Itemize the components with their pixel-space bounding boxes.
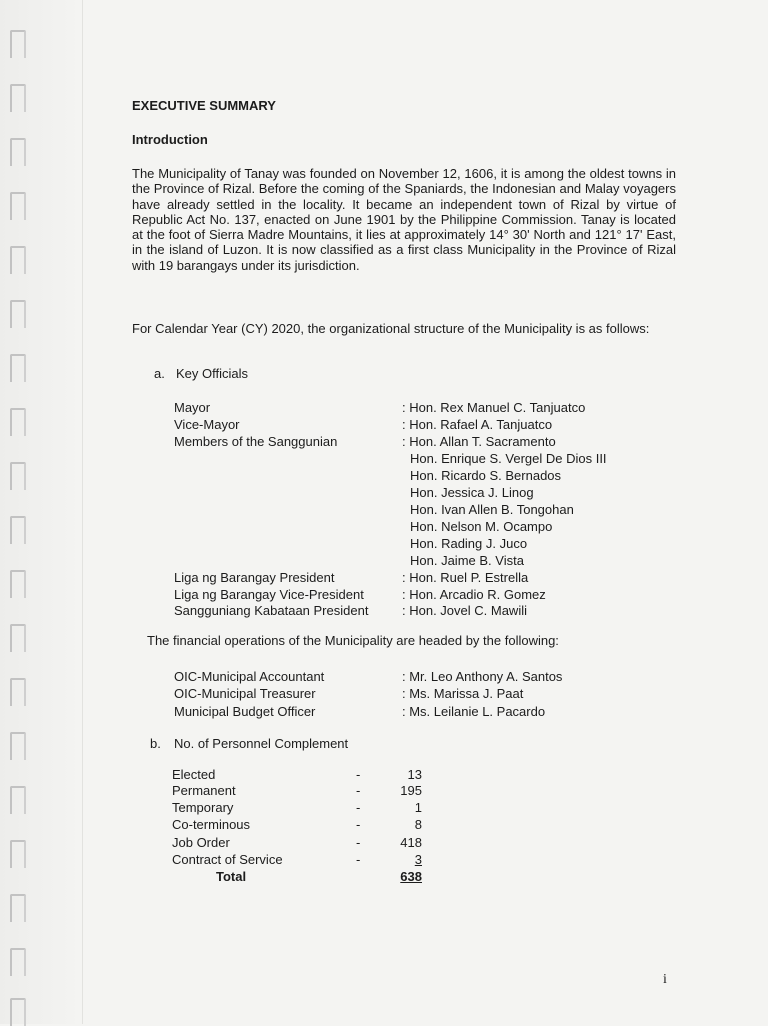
officer-role: OIC-Municipal Treasurer <box>174 686 316 701</box>
personnel-dash: - <box>356 817 361 832</box>
binding-ring <box>10 570 26 598</box>
binding-ring <box>10 300 26 328</box>
official-name: Hon. Jessica J. Linog <box>410 485 534 500</box>
binding-ring <box>10 624 26 652</box>
binding-ring <box>10 948 26 976</box>
binding-ring <box>10 84 26 112</box>
personnel-label: Elected <box>172 767 216 782</box>
official-name: Hon. Nelson M. Ocampo <box>410 519 553 534</box>
official-role: Liga ng Barangay Vice-President <box>174 587 364 602</box>
intro-heading: Introduction <box>132 132 208 147</box>
binding-ring <box>10 192 26 220</box>
personnel-label: Permanent <box>172 783 236 798</box>
official-name: Hon. Ivan Allen B. Tongohan <box>410 502 574 517</box>
personnel-count: 3 <box>414 852 422 867</box>
personnel-dash: - <box>356 767 361 782</box>
section-a-label: a. <box>154 366 165 381</box>
personnel-count: 8 <box>414 817 422 832</box>
official-name: : Hon. Ruel P. Estrella <box>402 570 529 585</box>
binding-ring <box>10 678 26 706</box>
official-role: Liga ng Barangay President <box>174 570 335 585</box>
officer-name: : Ms. Leilanie L. Pacardo <box>402 704 546 719</box>
binding-ring <box>10 998 26 1026</box>
personnel-total-count: 638 <box>400 869 422 884</box>
official-name: Hon. Jaime B. Vista <box>410 553 524 568</box>
official-role: Sangguniang Kabataan President <box>174 603 369 618</box>
official-role: Members of the Sanggunian <box>174 434 338 449</box>
spiral-binding <box>0 0 83 1024</box>
official-name: : Hon. Jovel C. Mawili <box>402 603 527 618</box>
binding-ring <box>10 408 26 436</box>
official-name: : Hon. Allan T. Sacramento <box>402 434 556 449</box>
personnel-dash: - <box>356 835 361 850</box>
official-role: Mayor <box>174 400 211 415</box>
binding-ring <box>10 732 26 760</box>
personnel-dash: - <box>356 800 361 815</box>
page-title: EXECUTIVE SUMMARY <box>132 98 276 113</box>
personnel-dash: - <box>356 852 361 867</box>
binding-ring <box>10 354 26 382</box>
officer-role: Municipal Budget Officer <box>174 704 316 719</box>
official-role: Vice-Mayor <box>174 417 240 432</box>
binding-ring <box>10 30 26 58</box>
binding-ring <box>10 138 26 166</box>
officer-name: : Ms. Marissa J. Paat <box>402 686 524 701</box>
section-a-title: Key Officials <box>176 366 249 381</box>
official-name: : Hon. Rex Manuel C. Tanjuatco <box>402 400 586 415</box>
official-name: : Hon. Rafael A. Tanjuatco <box>402 417 553 432</box>
financial-intro: The financial operations of the Municipality are headed by the following: <box>147 633 559 648</box>
page-number: i <box>663 972 667 987</box>
binding-ring <box>10 894 26 922</box>
personnel-label: Temporary <box>172 800 234 815</box>
personnel-total-label: Total <box>216 869 247 884</box>
personnel-count: 1 <box>414 800 422 815</box>
personnel-count: 418 <box>400 835 422 850</box>
officer-name: : Mr. Leo Anthony A. Santos <box>402 669 563 684</box>
personnel-dash: - <box>356 783 361 798</box>
official-name: Hon. Ricardo S. Bernados <box>410 468 562 483</box>
binding-ring <box>10 462 26 490</box>
org-paragraph: For Calendar Year (CY) 2020, the organizational structure of the Municipality is as follows: <box>132 321 650 336</box>
personnel-label: Contract of Service <box>172 852 283 867</box>
officer-role: OIC-Municipal Accountant <box>174 669 325 684</box>
binding-ring <box>10 516 26 544</box>
personnel-label: Job Order <box>172 835 230 850</box>
intro-paragraph: The Municipality of Tanay was founded on November 12, 1606, it is among the oldest towns in the Province of Rizal. Before the coming of the Spaniards, the Indonesian and Malay voyagers have already settled in the locality. It became an independent town of Rizal by virtue of Republic Act No. 137, enacted on June 1901 by the Philippine Commission. Tanay is located at the foot of Sierra Madre Mountains, it lies at approximately 14° 30' North and 121° 17' East, in the island of Luzon. It is now classified as a first class Municipality in the Province of Rizal with 19 barangays under its jurisdiction. <box>132 166 676 273</box>
section-b-label: b. <box>150 736 161 751</box>
personnel-count: 195 <box>400 783 422 798</box>
personnel-label: Co-terminous <box>172 817 251 832</box>
official-name: Hon. Rading J. Juco <box>410 536 528 551</box>
official-name: : Hon. Arcadio R. Gomez <box>402 587 546 602</box>
binding-ring <box>10 840 26 868</box>
binding-ring <box>10 786 26 814</box>
binding-ring <box>10 246 26 274</box>
personnel-count: 13 <box>407 767 422 782</box>
section-b-title: No. of Personnel Complement <box>174 736 349 751</box>
official-name: Hon. Enrique S. Vergel De Dios III <box>410 451 607 466</box>
